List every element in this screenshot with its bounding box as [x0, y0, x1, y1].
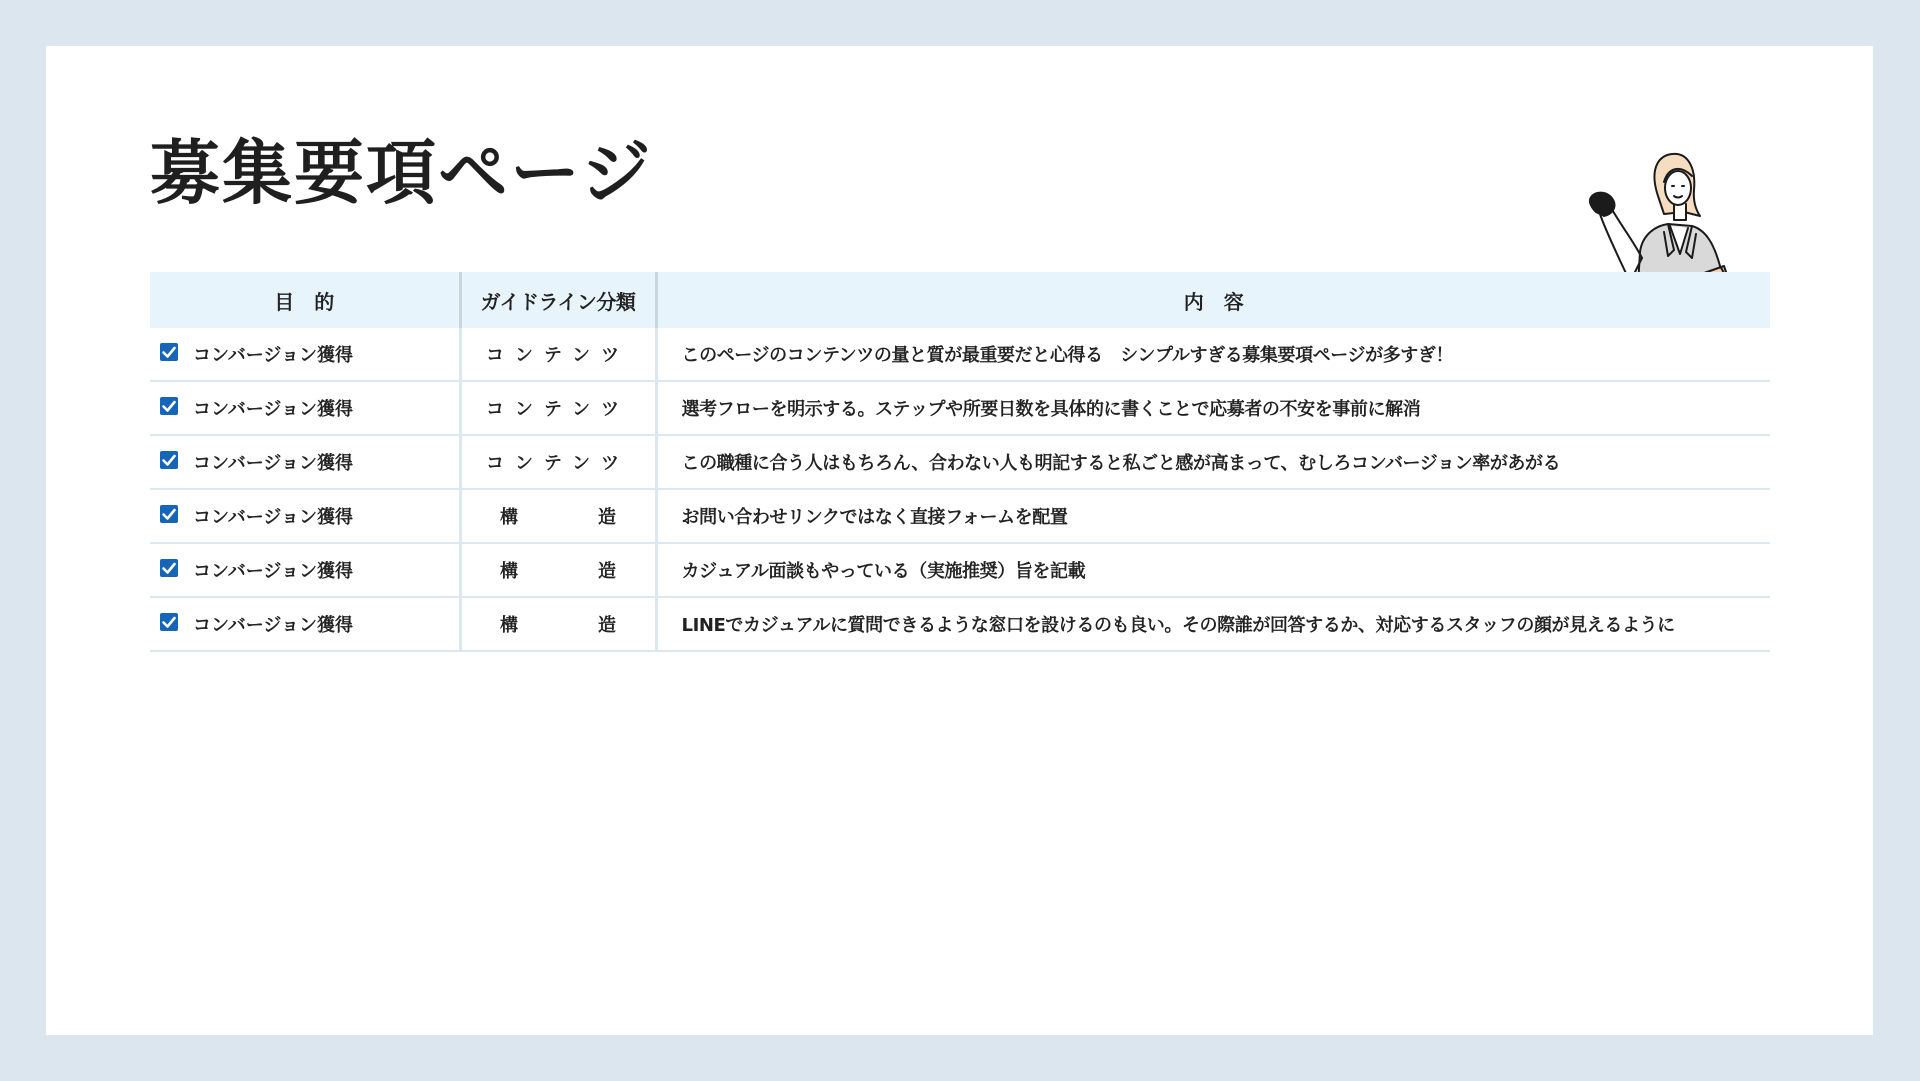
- purpose-label: コンバージョン獲得: [193, 615, 354, 636]
- purpose-cell: [150, 435, 460, 489]
- content-cell: カジュアル面談もやっている（実施推奨）旨を記載: [656, 543, 1770, 597]
- guideline-label: コンテンツ: [485, 345, 631, 366]
- guideline-label: コンテンツ: [485, 453, 631, 474]
- header-content: 内 容: [656, 272, 1770, 328]
- purpose-label: コンバージョン獲得: [193, 561, 354, 582]
- guideline-table: [150, 272, 1770, 652]
- table-row: [150, 597, 1770, 651]
- table-header-row: [150, 272, 1770, 328]
- guideline-label: コンテンツ: [485, 399, 631, 420]
- purpose-cell: [150, 597, 460, 651]
- guideline-label: 構造: [500, 615, 616, 636]
- checkbox-checked-icon[interactable]: [160, 505, 178, 523]
- header-purpose: 目 的: [150, 272, 460, 328]
- purpose-cell: [150, 381, 460, 435]
- content-cell: LINEでカジュアルに質問できるような窓口を設けるのも良い。その際誰が回答するか、対応するスタッフの顔が見えるように: [656, 597, 1770, 651]
- guideline-cell: [460, 543, 656, 597]
- guideline-label: 構造: [500, 561, 616, 582]
- checkbox-checked-icon[interactable]: [160, 451, 178, 469]
- header-guideline: ガイドライン分類: [460, 272, 656, 328]
- table-row: [150, 489, 1770, 543]
- table-row: [150, 543, 1770, 597]
- checkbox-checked-icon[interactable]: [160, 343, 178, 361]
- purpose-label: コンバージョン獲得: [193, 507, 354, 528]
- content-cell: この職種に合う人はもちろん、合わない人も明記すると私ごと感が高まって、むしろコンバージョン率があがる: [656, 435, 1770, 489]
- guideline-label: 構造: [500, 507, 616, 528]
- purpose-cell: [150, 543, 460, 597]
- table-row: [150, 381, 1770, 435]
- guideline-cell: [460, 381, 656, 435]
- checkbox-checked-icon[interactable]: [160, 613, 178, 631]
- content-cell: このページのコンテンツの量と質が最重要だと心得る シンプルすぎる募集要項ページが多すぎ！: [656, 328, 1770, 381]
- checkbox-checked-icon[interactable]: [160, 559, 178, 577]
- table-row: [150, 435, 1770, 489]
- content-cell: 選考フローを明示する。ステップや所要日数を具体的に書くことで応募者の不安を事前に解消: [656, 381, 1770, 435]
- guideline-cell: [460, 435, 656, 489]
- purpose-label: コンバージョン獲得: [193, 345, 354, 366]
- page-title: 募集要項ページ: [150, 132, 653, 214]
- checkbox-checked-icon[interactable]: [160, 397, 178, 415]
- content-cell: お問い合わせリンクではなく直接フォームを配置: [656, 489, 1770, 543]
- guideline-cell: [460, 328, 656, 381]
- guideline-cell: [460, 489, 656, 543]
- purpose-cell: [150, 489, 460, 543]
- guideline-cell: [460, 597, 656, 651]
- slide: [46, 46, 1873, 1035]
- purpose-cell: [150, 328, 460, 381]
- purpose-label: コンバージョン獲得: [193, 399, 354, 420]
- table-row: [150, 328, 1770, 381]
- purpose-label: コンバージョン獲得: [193, 453, 354, 474]
